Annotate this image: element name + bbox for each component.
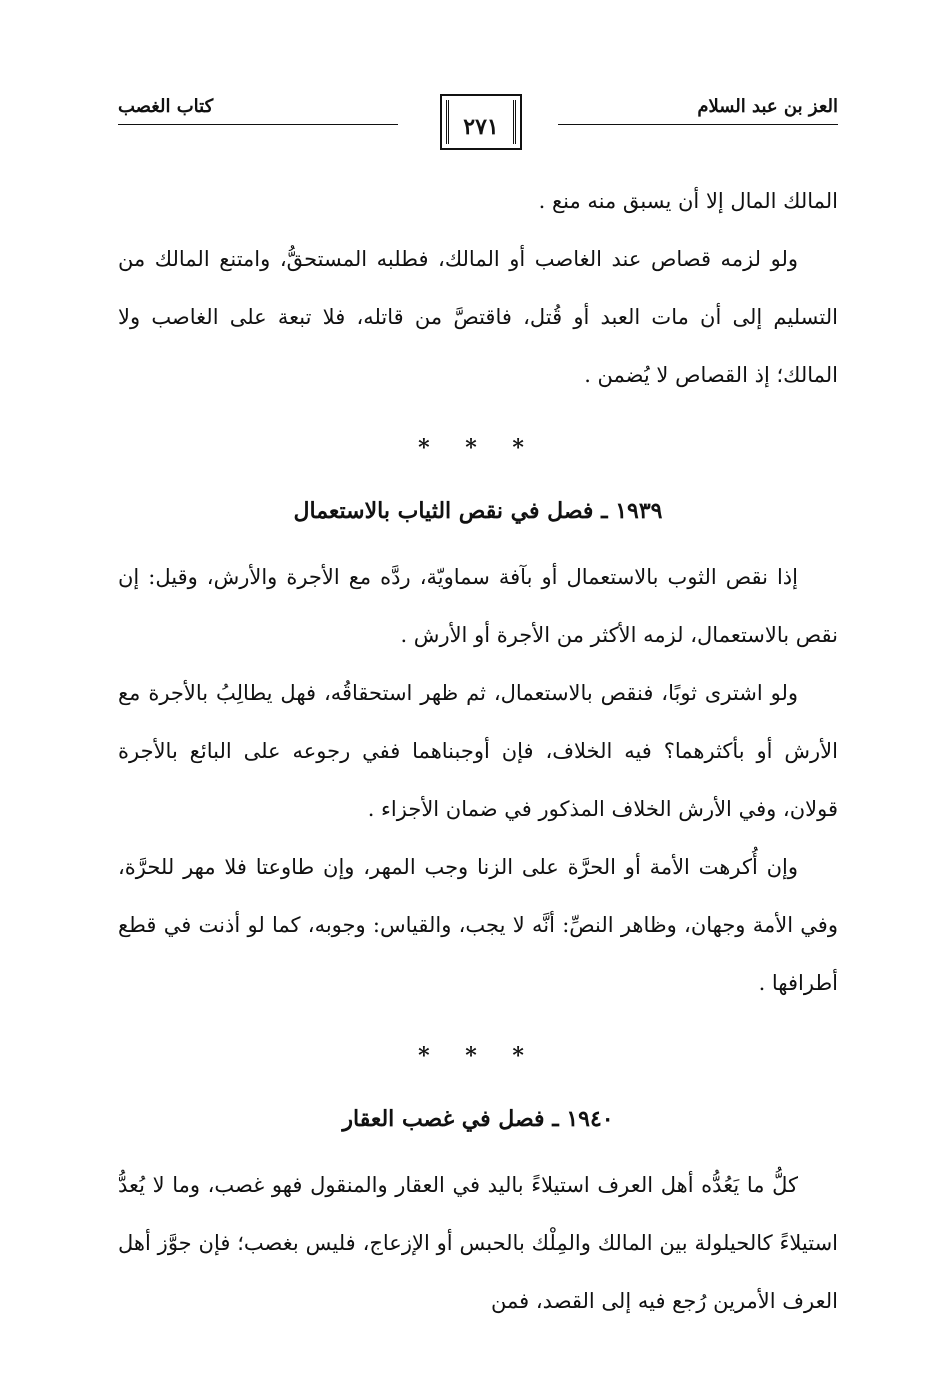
section-heading: ١٩٤٠ ـ فصل في غصب العقار — [342, 1106, 614, 1132]
paragraph: إذا نقص الثوب بالاستعمال أو بآفة سماويّة، ردَّه مع الأجرة والأرش، وقيل: إن نقص بالاستعمال، لزمه الأكثر من الأجرة أو الأرش . — [118, 565, 838, 647]
page-body — [118, 172, 838, 1330]
section-separator: * * * — [418, 435, 538, 461]
paragraph: ولو لزمه قصاص عند الغاصب أو المالك، فطلبه المستحقُّ، وامتنع المالك من التسليم إلى أن مات العبد أو قُتل، فاقتصَّ من قاتله، فلا تبعة على الغاصب ولا المالك؛ إذ القصاص لا يُضمن . — [118, 247, 838, 387]
page-number-frame — [440, 94, 522, 150]
header-rule-left — [118, 124, 398, 125]
section-heading: ١٩٣٩ ـ فصل في نقص الثياب بالاستعمال — [293, 498, 663, 524]
book-title: كتاب الغصب — [118, 96, 214, 117]
paragraph: كلُّ ما يَعُدُّه أهل العرف استيلاءً باليد في العقار والمنقول فهو غصب، وما لا يُعدُّ استيلاءً كالحيلولة بين المالك والمِلْك بالحبس أو الإزعاج، فليس بغصب؛ فإن جوَّز أهل العرف الأمرين رُجع فيه إلى القصد، فمن — [118, 1173, 838, 1313]
header-rule-right — [558, 124, 838, 125]
author-name: العز بن عبد السلام — [697, 96, 838, 117]
paragraph: ولو اشترى ثوبًا، فنقص بالاستعمال، ثم ظهر استحقاقُه، فهل يطالِبُ بالأجرة مع الأرش أو بأكثرهما؟ فيه الخلاف، فإن أوجبناهما ففي رجوعه على البائع بالأجرة قولان، وفي الأرش الخلاف المذكور في ضمان الأجزاء . — [118, 681, 838, 821]
paragraph: وإن أُكرهت الأمة أو الحرَّة على الزنا وجب المهر، وإن طاوعتا فلا مهر للحرَّة، وفي الأمة وجهان، وظاهر النصِّ: أنَّه لا يجب، والقياس: وجوبه، كما لو أذنت في قطع أطرافها . — [118, 855, 838, 995]
paragraph: المالك المال إلا أن يسبق منه منع . — [538, 189, 838, 213]
page-number: ٢٧١ — [463, 114, 499, 140]
section-separator: * * * — [418, 1043, 538, 1069]
running-header — [118, 88, 838, 160]
